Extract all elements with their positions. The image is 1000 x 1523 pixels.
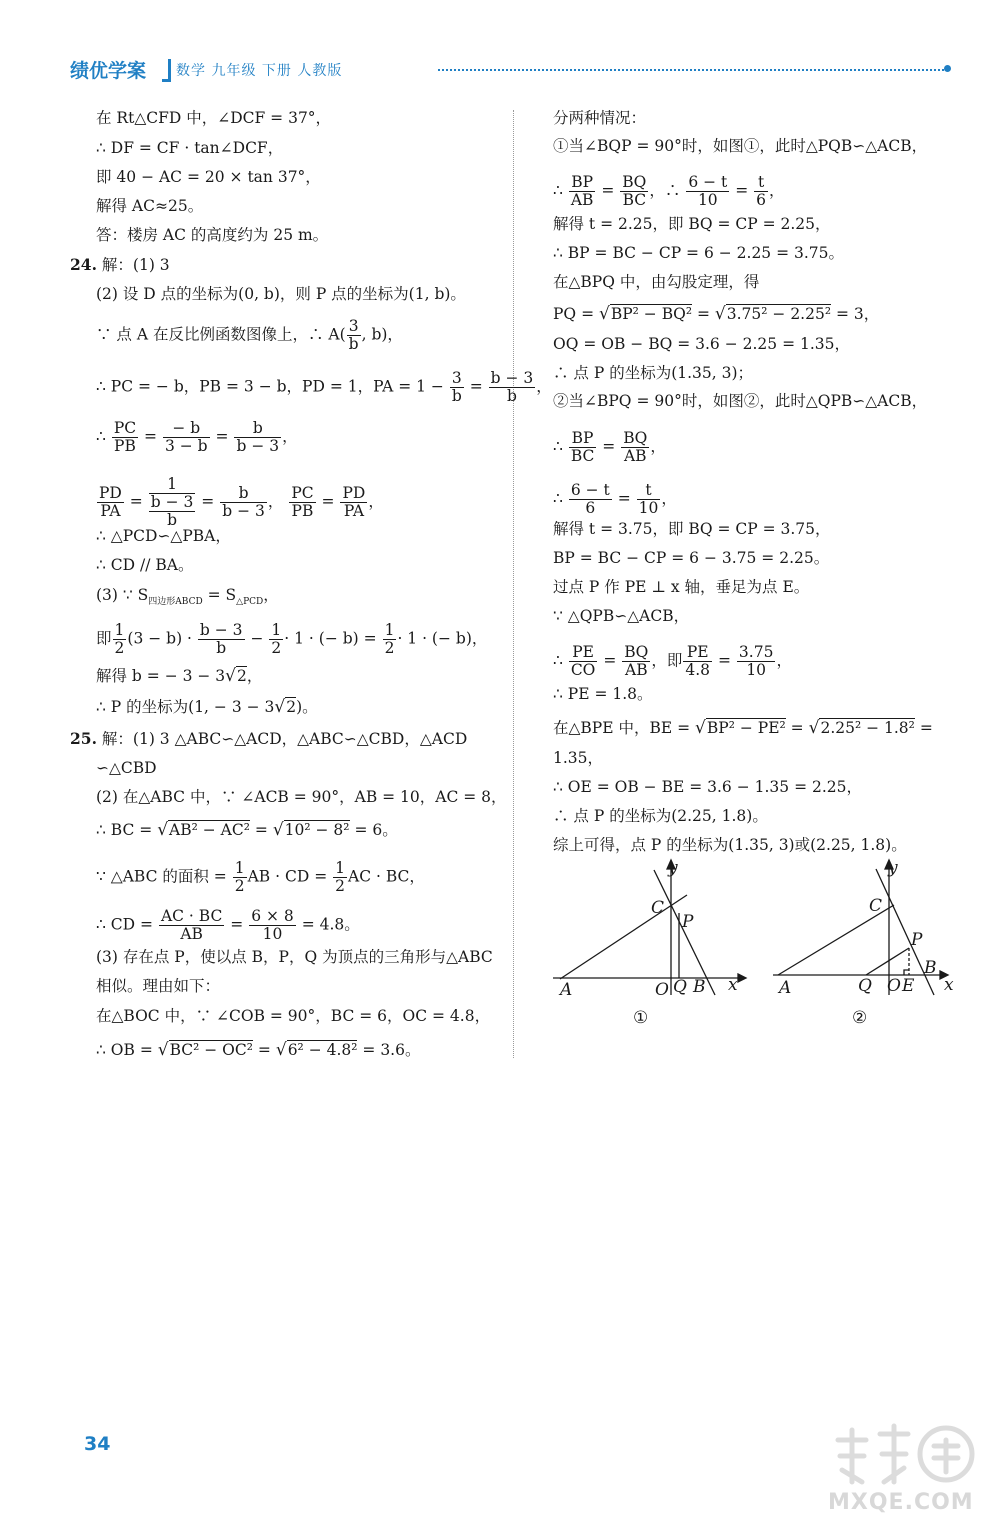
radicand: BC² − OC² [169, 1041, 253, 1059]
math-line [96, 1040, 420, 1060]
text-segment: 即 [96, 629, 112, 648]
fig1-caption: ① [633, 1008, 649, 1028]
text-segment: = [603, 651, 617, 670]
text-line: 即 40 − AC = 20 × tan 37°， [96, 168, 321, 186]
fraction: $\frac{PC}{PB}$ [113, 419, 137, 455]
math-line [96, 622, 487, 657]
text-segment: = [735, 181, 749, 200]
segment-qp [866, 948, 909, 975]
text-segment: = [469, 377, 483, 396]
text-line: 在△BPQ 中，由勾股定理，得 [553, 273, 760, 291]
math-line [96, 820, 398, 840]
brand-bracket [162, 59, 171, 82]
text-line: ∽△CBD [96, 759, 157, 777]
fraction: $\frac{b}{b - 3}$ [222, 484, 265, 520]
question-number: 24. [70, 255, 97, 274]
math-line [553, 430, 666, 465]
text-line: ∴ BP = BC − CP = 6 − 2.25 = 3.75。 [553, 244, 845, 262]
text-segment: 解得 b = − 3 − 3 [96, 667, 226, 685]
fig1-label-a: A [560, 980, 573, 1000]
text-segment: = [215, 427, 229, 446]
fraction: $\frac{AC \cdot BC}{AB}$ [160, 907, 223, 943]
text-segment: ∴ P 的坐标为(1, − 3 − 3 [96, 698, 275, 716]
text-line: (3) 存在点 P，使以点 B，P，Q 为顶点的三角形与△ABC [96, 948, 493, 966]
math-line [96, 420, 298, 455]
text-segment: )。 [296, 698, 318, 716]
text-line: ∴ OE = OB − BE = 3.6 − 1.35 = 2.25， [553, 778, 862, 796]
fraction: $\frac{BP}{BC}$ [570, 429, 595, 465]
radicand: 2 [237, 667, 247, 685]
watermark-text: MXQE.COM [828, 1490, 974, 1515]
text-segment: ∴ OB = [96, 1041, 153, 1059]
text-line: 解得 t = 3.75，即 BQ = CP = 3.75， [553, 520, 831, 538]
radical-sign: √ [272, 820, 284, 840]
fraction: $\frac{b}{b - 3}$ [236, 419, 280, 455]
radicand: 2.25² − 1.8² [820, 719, 915, 737]
math-line [96, 860, 425, 895]
fig1-label-b: B [693, 977, 706, 997]
radical-sign: √ [274, 697, 286, 717]
fraction: $\frac{1}{2}$ [384, 621, 395, 657]
fig2-label-e: E [902, 976, 915, 996]
fig1-label-y: y [668, 858, 678, 878]
fraction: $\frac{BP}{AB}$ [570, 173, 594, 209]
text-line: BP = BC − CP = 6 − 3.75 = 2.25。 [553, 549, 830, 567]
radicand: BP² − PE² [706, 719, 786, 737]
text-segment: = S [202, 586, 237, 604]
fraction: $\frac{PE}{4.8}$ [685, 643, 711, 679]
radicand: BP² − BQ² [610, 305, 693, 323]
text-line: 分两种情况： [553, 109, 647, 127]
text-segment: ∴ [553, 651, 563, 670]
math-line [96, 585, 279, 612]
brand-title: 绩优学案 [70, 60, 147, 82]
text-segment: = [617, 489, 631, 508]
page-header [70, 56, 960, 86]
text-line: ∴ △PCD∽△PBA， [96, 527, 231, 545]
text-segment: ∵ 点 A 在反比例函数图像上，∴ A( [96, 325, 346, 344]
fraction: $\frac{3}{b}$ [348, 317, 359, 353]
subscript: △PCD [236, 597, 264, 608]
radicand: 3.75² − 2.25² [726, 305, 832, 323]
text-line: ∴ PE = 1.8。 [553, 685, 653, 703]
radical-sign: √ [695, 718, 706, 738]
text-segment: ， [282, 427, 298, 446]
fraction: $\frac{6 - t}{10}$ [688, 173, 728, 209]
fraction: $\frac{b - 3}{b}$ [199, 621, 243, 657]
text-line: (2) 设 D 点的坐标为(0, b)，则 P 点的坐标为(1, b)。 [96, 285, 466, 303]
text-line: (2) 在△ABC 中，∵ ∠ACB = 90°，AB = 10，AC = 8， [96, 788, 507, 806]
fig1-label-p: P [682, 912, 694, 932]
text-segment: = [201, 492, 215, 511]
text-segment: ， [263, 586, 279, 604]
text-line: ②当∠BPQ = 90°时，如图②，此时△QPB∽△ACB， [553, 392, 928, 410]
text-line: ∵ △QPB∽△ACB， [553, 607, 690, 625]
text-line: 1.35， [553, 749, 604, 767]
figure-1 [548, 855, 748, 1005]
fraction: $\frac{PC}{PB}$ [291, 484, 314, 520]
fig1-label-c: C [651, 898, 665, 918]
radical-sign: √ [157, 1040, 169, 1060]
text-line: 相似。理由如下： [96, 977, 221, 995]
math-line [96, 666, 262, 686]
text-segment: − [250, 629, 264, 648]
text-segment: ∴ [553, 489, 563, 508]
radical-sign: √ [225, 666, 237, 686]
math-line [553, 482, 677, 517]
header-dotted-rule [438, 69, 948, 71]
text-segment: AB · CD = [247, 867, 328, 886]
text-segment: = [257, 1041, 271, 1059]
text-line: 答：楼房 AC 的高度约为 25 m。 [96, 226, 329, 244]
radicand: 2 [286, 698, 297, 716]
text-segment: · 1 · (− b)， [397, 629, 488, 648]
fig1-label-o: O [655, 980, 669, 1000]
fraction: $\frac{3}{b}$ [451, 369, 462, 405]
fraction: $\frac{BQ}{AB}$ [623, 429, 648, 465]
text-segment: ，∴ [649, 181, 681, 200]
text-line: 在△BOC 中，∵ ∠COB = 90°，BC = 6，OC = 4.8， [96, 1007, 491, 1025]
text-segment: ， [246, 667, 263, 685]
text-segment: AC · BC， [348, 867, 425, 886]
text-segment: ∴ CD = [96, 915, 153, 934]
radical-sign: √ [714, 304, 726, 324]
answer-text: 解：(1) 3 △ABC∽△ACD，△ABC∽△CBD，△ACD [101, 730, 468, 748]
page-number: 34 [84, 1433, 111, 1455]
fig1-label-x: x [728, 975, 738, 995]
text-segment: ， [776, 651, 792, 670]
math-line [96, 908, 360, 943]
fraction: $\frac{t}{10}$ [638, 481, 659, 517]
fraction: $\frac{- b}{3 - b}$ [164, 419, 208, 455]
fig2-label-a: A [779, 978, 792, 998]
text-segment: = [144, 427, 158, 446]
text-line: ∴ 点 P 的坐标为(2.25, 1.8)。 [553, 807, 768, 825]
line-ac [560, 895, 687, 979]
text-segment: ， [661, 489, 677, 508]
x-axis-arrow [738, 974, 746, 982]
fig1-label-q: Q [673, 977, 687, 997]
text-line: 综上可得，点 P 的坐标为(1.35, 3)或(2.25, 1.8)。 [553, 836, 907, 854]
text-segment: ∴ PC = − b，PB = 3 − b，PD = 1，PA = 1 − [96, 377, 444, 396]
text-segment: ， [769, 181, 785, 200]
fraction: $\frac{3.75}{10}$ [738, 643, 774, 679]
text-segment: ， [368, 492, 384, 511]
fig2-label-x: x [944, 975, 954, 995]
math-line [553, 304, 879, 324]
radical-sign: √ [275, 1040, 287, 1060]
answer-text: 解：(1) 3 [101, 256, 170, 274]
text-line: 过点 P 作 PE ⊥ x 轴，垂足为点 E。 [553, 578, 810, 596]
math-line [96, 318, 403, 353]
text-segment: PQ = [553, 305, 595, 323]
text-segment: , b)， [361, 325, 403, 344]
text-line: ∴ 点 P 的坐标为(1.35, 3)； [553, 364, 754, 382]
fraction: $\frac{1}{2}$ [234, 859, 245, 895]
text-segment: = 4.8。 [301, 915, 360, 934]
fig2-label-o: O [887, 976, 901, 996]
text-segment: = 6。 [354, 821, 398, 839]
header-rule-end-dot [944, 65, 951, 72]
text-line: ∴ CD // BA。 [96, 556, 194, 574]
text-segment: ，即 [651, 651, 683, 670]
text-segment: · 1 · (− b) = [284, 629, 377, 648]
text-line: OQ = OB − BQ = 3.6 − 2.25 = 1.35， [553, 335, 850, 353]
text-segment: ， [650, 437, 666, 456]
radicand: 6² − 4.8² [287, 1041, 358, 1059]
text-line: ∴ DF = CF · tan∠DCF， [96, 139, 284, 157]
fraction: $\frac{PD}{PA}$ [342, 484, 366, 520]
radical-sign: √ [157, 820, 169, 840]
fraction: $\frac{6 - t}{6}$ [570, 481, 610, 517]
text-segment: (3) ∵ S [96, 586, 149, 604]
fraction: $\frac{BQ}{AB}$ [624, 643, 649, 679]
text-line: ①当∠BQP = 90°时，如图①，此时△PQB∽△ACB， [553, 137, 928, 155]
fraction: $\frac{t}{6}$ [756, 173, 767, 209]
math-line [96, 476, 384, 529]
text-segment: ， [536, 377, 552, 396]
text-segment: (3 − b) · [127, 629, 192, 648]
fig2-label-q: Q [858, 976, 872, 996]
math-line [553, 644, 792, 679]
fraction: $\frac{PE}{CO}$ [570, 643, 596, 679]
question-25 [70, 729, 467, 749]
fig2-caption: ② [852, 1008, 868, 1028]
text-segment: = [230, 915, 244, 934]
text-segment: ∴ [96, 427, 106, 446]
text-segment: = 3， [835, 305, 880, 323]
radical-sign: √ [808, 718, 820, 738]
subscript: 四边形ABCD [148, 597, 203, 608]
text-line: 在 Rt△CFD 中，∠DCF = 37°， [96, 109, 332, 127]
text-segment: = [321, 492, 335, 511]
question-number: 25. [70, 729, 97, 748]
question-24 [70, 255, 170, 275]
text-segment: = [790, 719, 804, 737]
text-segment: = [919, 719, 933, 737]
radicand: 10² − 8² [284, 821, 350, 839]
fraction: $\frac{1}{2}$ [271, 621, 282, 657]
text-segment: = [129, 492, 143, 511]
fraction: $\frac{6 \times 8}{10}$ [251, 907, 294, 943]
fig2-label-c: C [869, 896, 883, 916]
radical-sign: √ [599, 304, 610, 324]
math-line [553, 174, 785, 209]
book-subtitle: 数学 九年级 下册 人教版 [176, 63, 343, 79]
text-line: 解得 t = 2.25，即 BQ = CP = 2.25， [553, 215, 831, 233]
text-segment: = [717, 651, 731, 670]
text-segment: ， [267, 492, 284, 511]
text-segment: = [601, 181, 615, 200]
text-segment: = 3.6。 [362, 1041, 421, 1059]
text-segment: ∴ [553, 181, 563, 200]
column-divider [513, 110, 514, 1058]
fraction: $\frac{1}{2}$ [335, 859, 345, 895]
right-angle-mark [904, 970, 909, 975]
compound-fraction: 1 b − 3 b [150, 475, 194, 529]
math-line [96, 697, 318, 717]
text-line: 解得 AC≈25。 [96, 197, 204, 215]
fig2-label-b: B [924, 958, 937, 978]
fraction: $\frac{BQ}{BC}$ [622, 173, 647, 209]
math-line [553, 718, 933, 738]
fraction: $\frac{PD}{PA}$ [99, 484, 122, 520]
text-segment: ∵ △ABC 的面积 = [96, 867, 227, 886]
math-line [96, 370, 552, 405]
fraction: $\frac{b - 3}{b}$ [490, 369, 534, 405]
text-segment: = [696, 305, 710, 323]
text-segment: = [602, 437, 616, 456]
fraction: $\frac{1}{2}$ [114, 621, 125, 657]
text-segment: = [254, 821, 268, 839]
text-segment: ∴ [553, 437, 563, 456]
fig2-label-p: P [911, 930, 923, 950]
radicand: AB² − AC² [169, 821, 250, 839]
text-segment: ∴ BC = [96, 821, 153, 839]
text-segment: 在△BPE 中，BE = [553, 719, 691, 737]
fig2-label-y: y [888, 858, 898, 878]
